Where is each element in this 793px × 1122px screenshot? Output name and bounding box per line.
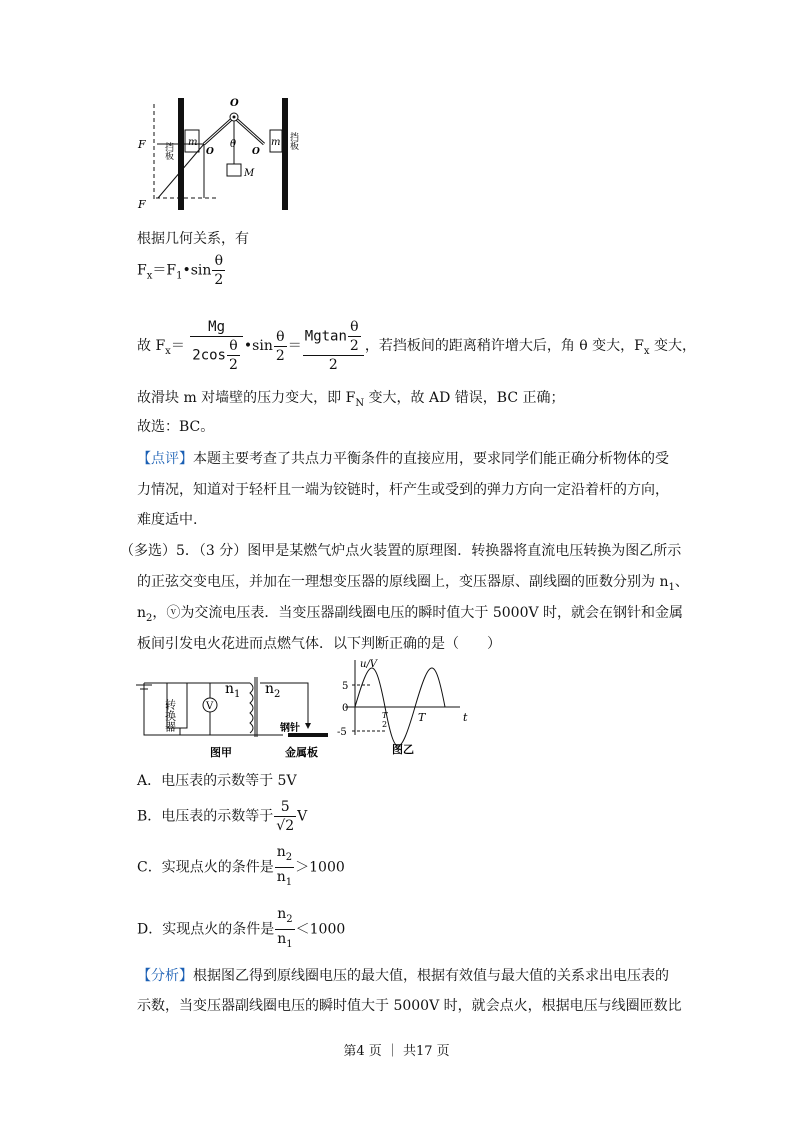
label-m-left: m (188, 137, 198, 148)
question-line: （多选）5．（3 分）图甲是某燃气炉点火装置的原理图．转换器将直流电压转换为图乙所示 (120, 543, 682, 559)
label-n1-sub: 1 (234, 689, 241, 700)
answer-line: 故选：BC。 (137, 419, 215, 435)
label-f1: F (138, 198, 146, 211)
x-axis-label: t (463, 711, 468, 724)
text-line: 故滑块 m 对墙壁的压力变大，即 $F_N$ 变大，故 AD 错误，BC 正确； (137, 390, 565, 409)
review-line: 难度适中. (137, 512, 198, 528)
label-fx: F (138, 138, 146, 151)
option-d: D．实现点火的条件是 $\frac{n_2}{n_1}$ ＜1000 (137, 906, 346, 950)
option-c: C．实现点火的条件是 $\frac{n_2}{n_1}$ ＞1000 (137, 844, 345, 888)
label-theta: θ (230, 139, 237, 150)
force-diagram (130, 92, 330, 222)
question-line: 的正弦交变电压，并加在一理想变压器的原线圈上，变压器原、副线圈的匝数分别为 $n_1$、 (137, 574, 689, 593)
analysis-line: 示数，当变压器副线圈电压的瞬时值大于 5000V 时，就会点火，根据电压与线圈匝数比 (137, 998, 682, 1014)
converter-box-label: 转换器 (163, 699, 177, 732)
tick-0: 0 (342, 703, 349, 714)
tick-neg5: -5 (337, 727, 347, 738)
label-m-right: m (271, 137, 281, 148)
tick-half-t-den: 2 (382, 720, 388, 729)
label-o: O (230, 98, 239, 109)
option-b: B．电压表的示数等于 $\frac{5}{√2}$ V (137, 799, 308, 834)
y-axis-label: u/V (360, 659, 378, 670)
option-a: A．电压表的示数等于 5V (137, 773, 297, 789)
label-o2: O (206, 147, 214, 157)
circuit-and-wave-figure (120, 655, 480, 765)
caption-jia: 图甲 (210, 746, 232, 759)
tick-half-t: T (382, 711, 388, 720)
question-line: 板间引发电火花进而点燃气体．以下判断正确的是（ ） (137, 636, 501, 652)
label-n2: n (265, 681, 275, 697)
tick-5: 5 (342, 681, 349, 692)
label-n1: n (225, 681, 235, 697)
tick-t: T (418, 711, 426, 724)
label-o1: O (252, 147, 260, 157)
formula-fx: $F_x=F_1•\sin$ $\frac{\theta}{2}$ (137, 253, 224, 288)
question-line: $n_2$，ⓥ为交流电压表．当变压器副线圈电压的瞬时值大于 5000V 时，就会在钢针和金属 (137, 605, 684, 624)
label-board-right: 挡板 (288, 132, 298, 150)
label-board-left: 挡板 (163, 142, 173, 160)
text-line: 根据几何关系，有 (137, 231, 249, 247)
label-M: M (244, 168, 255, 179)
voltmeter-label: V (206, 701, 214, 712)
formula-fx-full: 故 $F_x=$ Mg 2cos $\frac{\theta}{2}$ •sin $\frac{\theta}{2}$ ＝ Mgtan $\frac{\theta}{2}$ 2 ，若挡板间的距离稍许增大后，角 θ 变大，$F_x$ 变大， (137, 319, 696, 373)
review-line: 【点评】本题主要考查了共点力平衡条件的直接应用，要求同学们能正确分析物体的受 (137, 451, 669, 467)
label-plate: 金属板 (285, 746, 318, 759)
label-needle: 钢针 (280, 723, 300, 734)
page-footer: 第4 页 ｜ 共17 页 (343, 1044, 450, 1059)
analysis-line: 【分析】根据图乙得到原线圈电压的最大值，根据有效值与最大值的关系求出电压表的 (137, 968, 669, 984)
label-n2-sub: 2 (274, 689, 281, 700)
review-line: 力情况，知道对于轻杆且一端为铰链时，杆产生或受到的弹力方向一定沿着杆的方向， (137, 482, 669, 498)
caption-yi: 图乙 (392, 743, 414, 756)
